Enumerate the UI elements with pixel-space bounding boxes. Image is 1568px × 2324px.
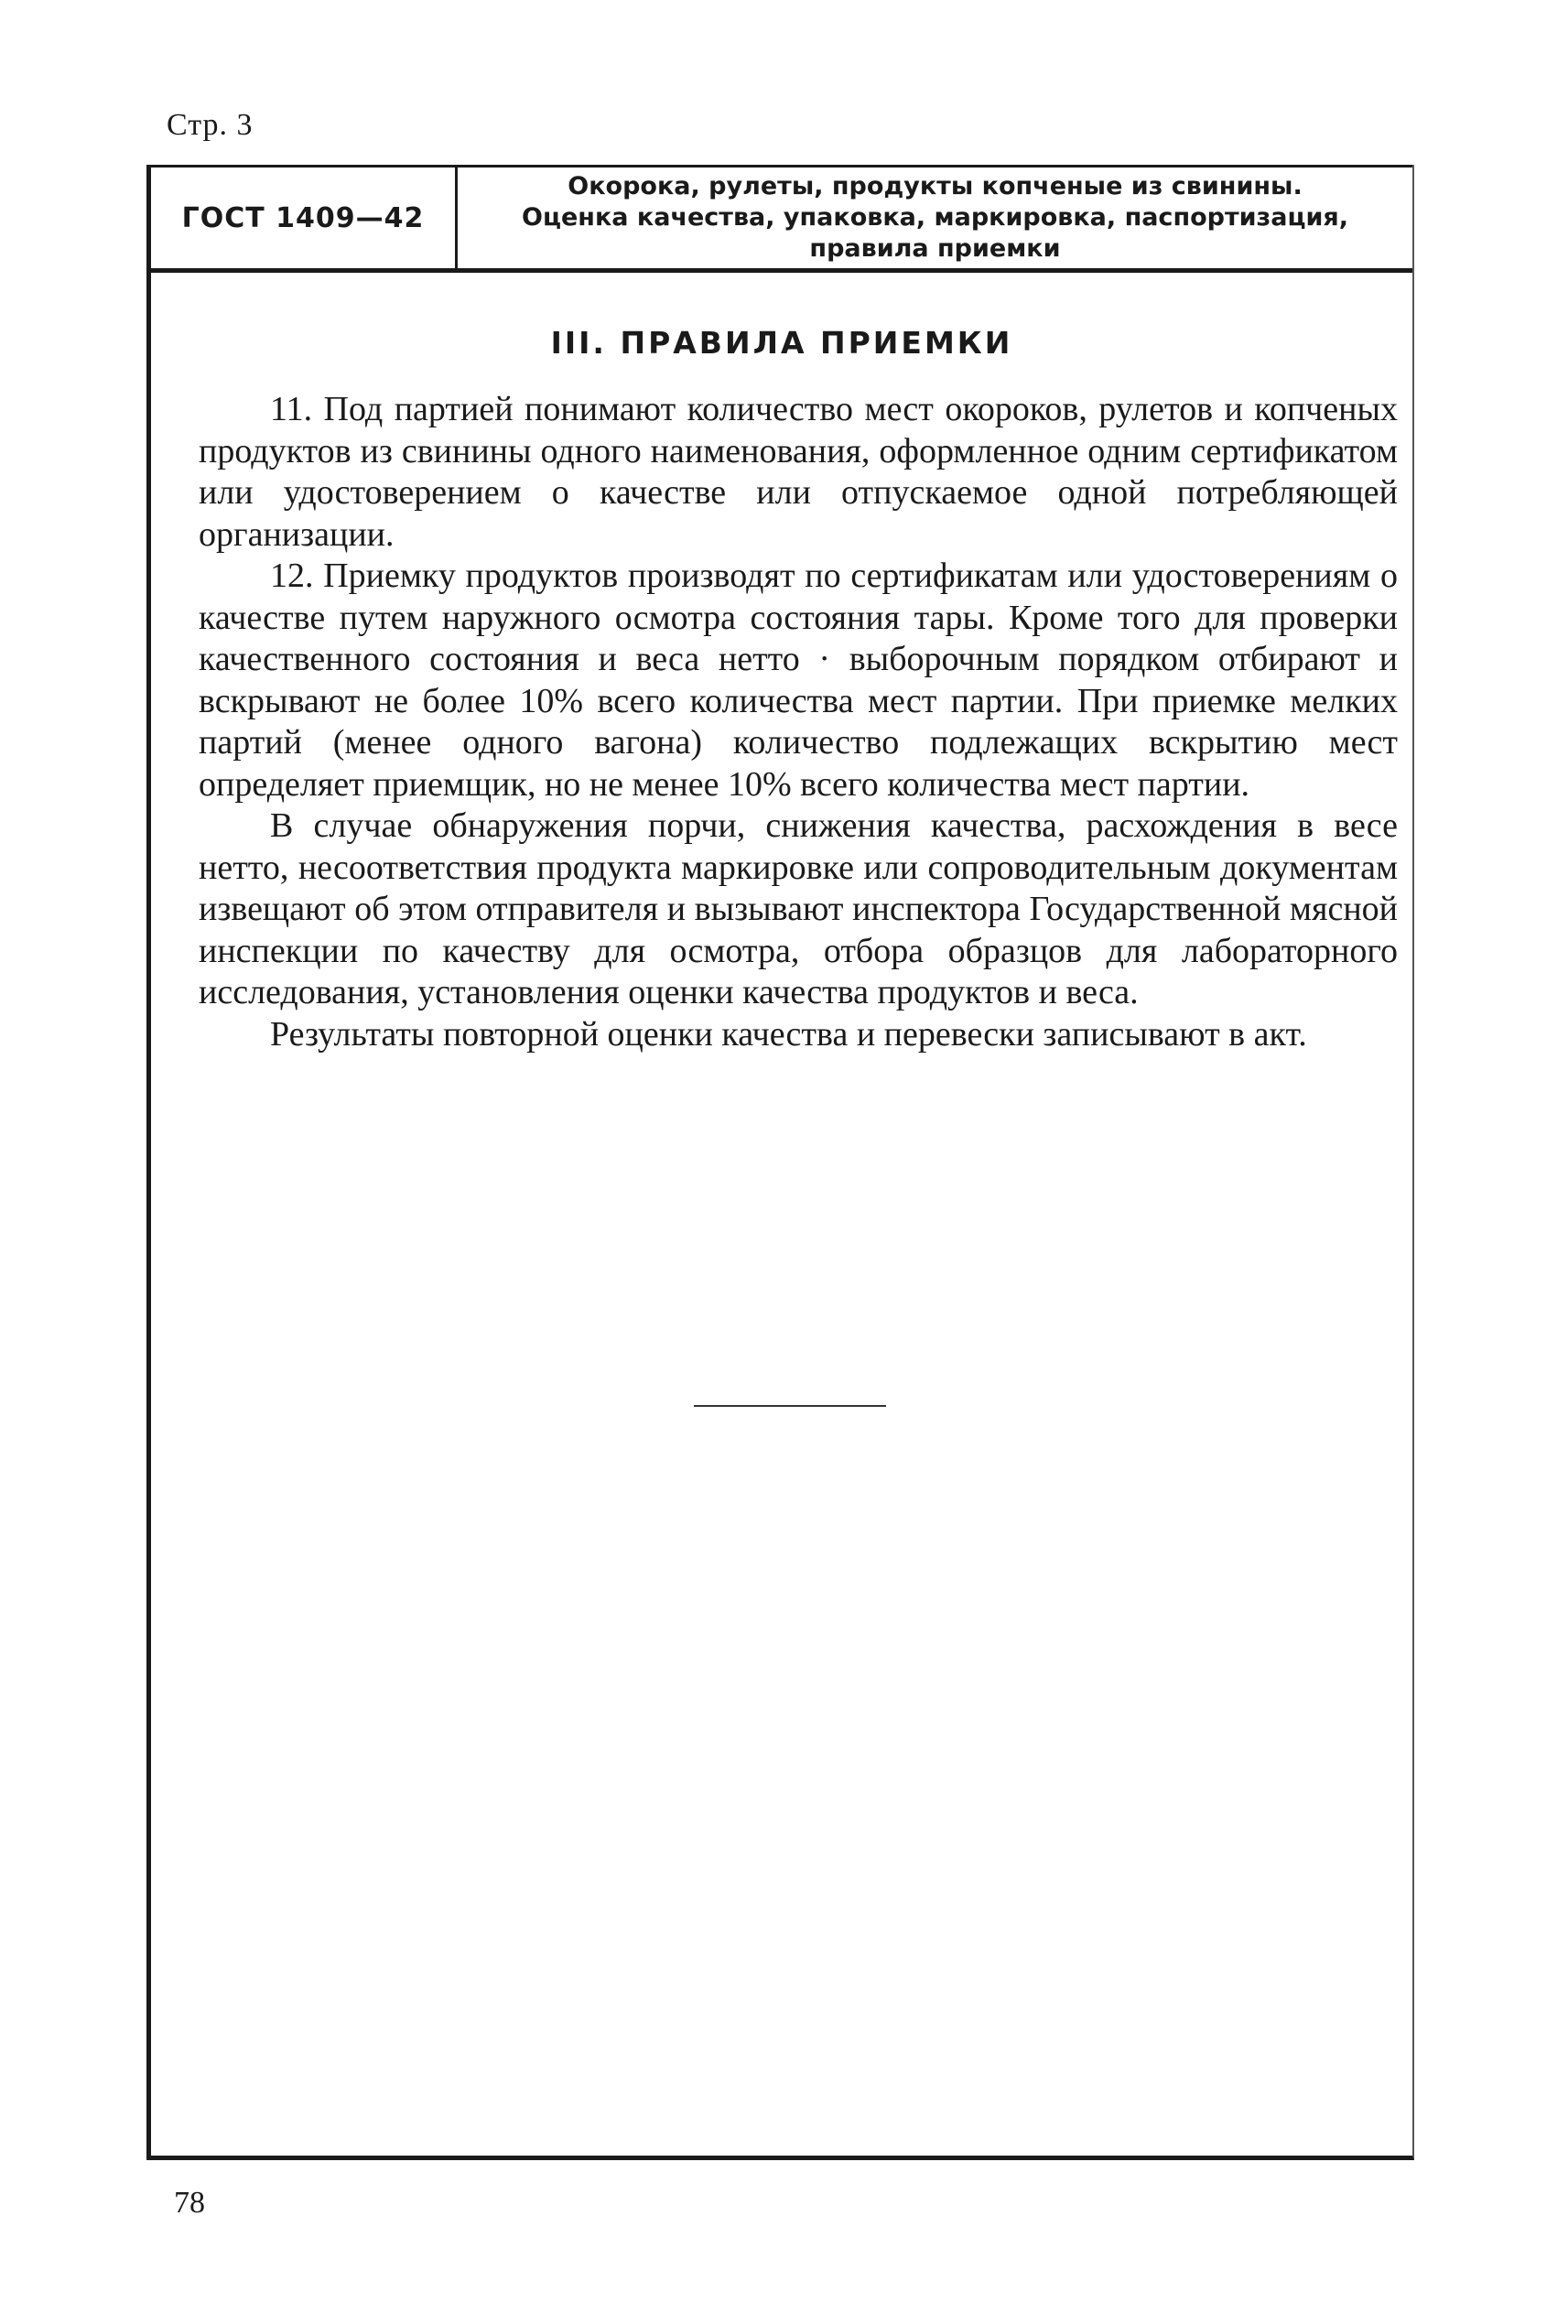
standard-number: ГОСТ 1409—42 xyxy=(151,168,458,268)
standard-title-line-1: Окорока, рулеты, продукты копченые из свинины. xyxy=(568,172,1303,200)
standard-title-line-2: Оценка качества, упаковка, маркировка, паспортизация, xyxy=(522,203,1348,232)
page-frame xyxy=(146,165,1414,2160)
document-header xyxy=(151,165,1412,273)
body-text xyxy=(199,389,1398,1055)
end-separator xyxy=(694,1405,886,1407)
paragraph-12-results: Результаты повторной оценки качества и перевески записывают в акт. xyxy=(270,1014,1307,1054)
paragraph-12-damage: В случае обнаружения порчи, снижения качества, расхождения в весе нетто, несоответствия продукта маркировке или сопроводительным документам извещают об этом отправителя и вызывают инспектора Государственной мясной инспекции по качеству для осмотра, отбора образцов для лабораторного исследования, установления оценки качества продуктов и веса. xyxy=(199,806,1398,1011)
section-title: III. ПРАВИЛА ПРИЕМКИ xyxy=(550,325,1013,361)
paragraph-12: 12. Приемку продуктов производят по сертификатам или удостоверениям о качестве путем наружного осмотра состояния тары. Кроме того для проверки качественного состояния и веса нетто · выборочным порядком отбирают и вскрывают не более 10% всего количества мест партии. При приемке мелких партий (менее одного вагона) количество подлежащих вскрытию мест определяет приемщик, но не менее 10% всего количества мест партии. xyxy=(199,557,1398,804)
page-number-bottom: 78 xyxy=(174,2186,205,2220)
standard-title xyxy=(458,168,1412,268)
page-number-top: Стр. 3 xyxy=(167,108,254,142)
standard-title-line-3: правила приемки xyxy=(809,234,1061,263)
paragraph-11: 11. Под партией понимают количество мест окороков, рулетов и копченых продуктов из свинины одного наименования, оформленное одним сертификатом или удостоверением о качестве или отпускаемое одной потребляющей организации. xyxy=(199,390,1398,554)
